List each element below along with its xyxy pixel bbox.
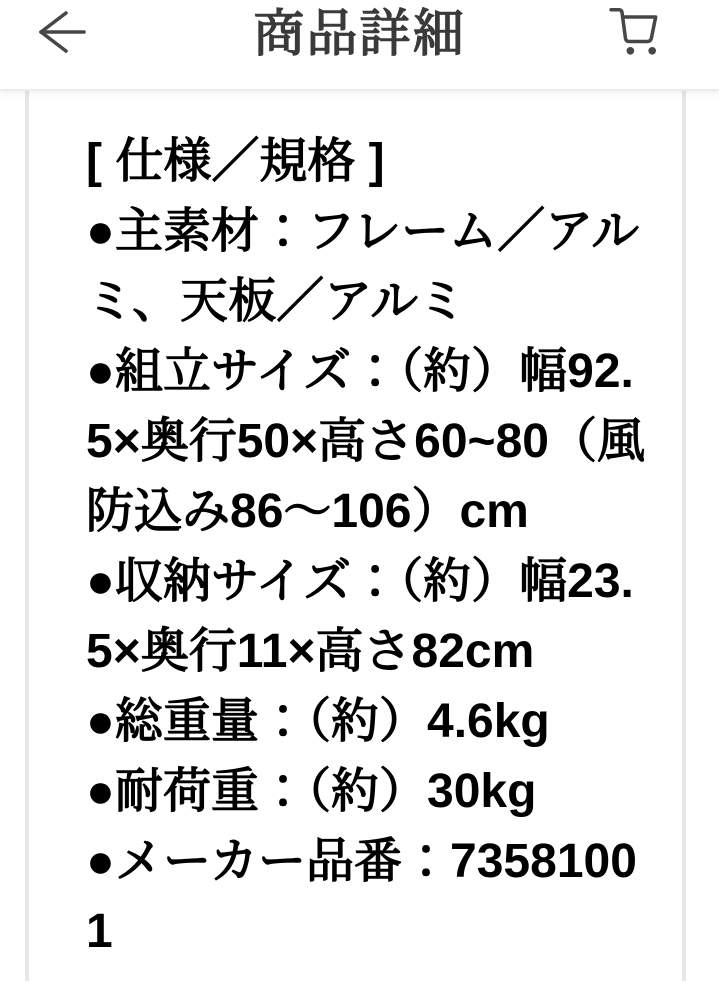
back-arrow-icon	[37, 8, 87, 56]
content-area	[0, 91, 719, 981]
spec-line: ●主素材：フレーム／アルミ、天板／アルミ	[86, 205, 640, 328]
app-header	[0, 0, 719, 91]
page-title: 商品詳細	[253, 5, 466, 62]
cart-button[interactable]	[608, 4, 660, 56]
spec-line: ●総重量：（約）4.6kg	[86, 695, 550, 748]
spec-line: [ 仕様／規格 ]	[86, 135, 385, 188]
spec-line: ●メーカー品番：73581001	[86, 835, 637, 958]
spec-text	[86, 127, 658, 967]
product-spec-card	[25, 91, 686, 981]
back-button[interactable]	[36, 6, 88, 58]
spec-line: ●収納サイズ：（約）幅23.5×奥行11×高さ82cm	[86, 555, 634, 678]
spec-line: ●耐荷重：（約）30kg	[86, 765, 537, 818]
shopping-cart-icon	[608, 4, 660, 56]
spec-line: ●組立サイズ：（約）幅92.5×奥行50×高さ60~80（風防込み86～106）cm	[86, 345, 645, 538]
